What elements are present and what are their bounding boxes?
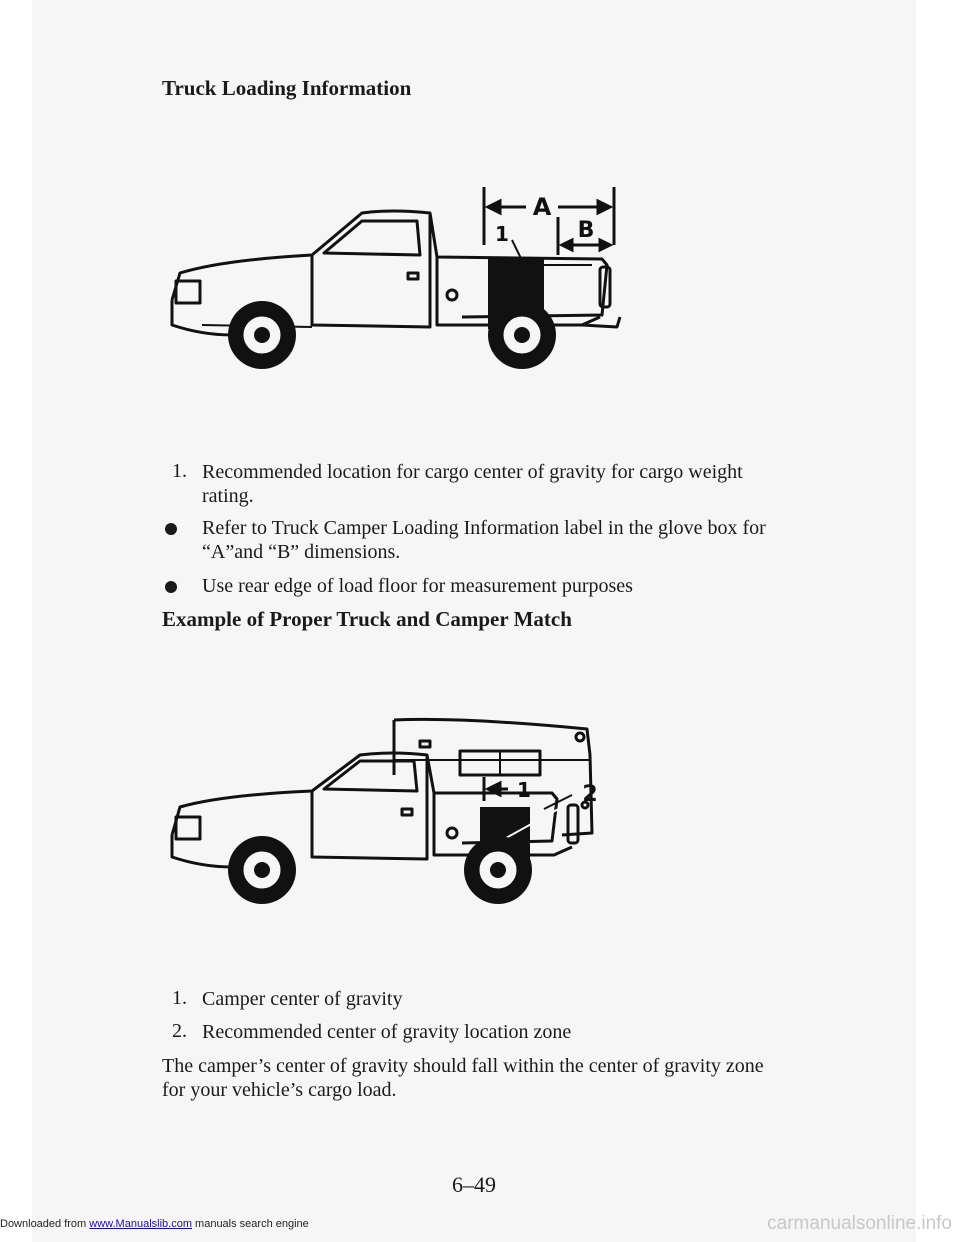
section-title-camper-match: Example of Proper Truck and Camper Match <box>162 607 572 631</box>
manual-page <box>32 0 916 1242</box>
truck-loading-figure <box>162 185 632 375</box>
paragraph-line: The camper’s center of gravity should fall within the center of gravity zone <box>162 1055 764 1077</box>
list-number: 1. <box>172 987 187 1009</box>
dimension-a-label: A <box>532 193 552 221</box>
callout-1-label: 1 <box>495 222 509 246</box>
list-number: 1. <box>172 460 187 482</box>
truck-camper-figure <box>162 715 632 910</box>
page-number: 6–49 <box>452 1172 496 1197</box>
list-number: 2. <box>172 1020 187 1042</box>
numbered-item-text: Camper center of gravity <box>202 988 403 1010</box>
footer-suffix: manuals search engine <box>191 1218 309 1230</box>
bullet-text: Use rear edge of load floor for measurement purposes <box>202 575 633 597</box>
callout-1-label: 1 <box>517 778 531 802</box>
paragraph-line-cont: for your vehicle’s cargo load. <box>162 1079 397 1101</box>
callout-2-label: 2 <box>582 782 598 807</box>
section-title-truck-loading: Truck Loading Information <box>162 76 412 100</box>
bullet-icon <box>165 581 177 593</box>
numbered-item-text: Recommended location for cargo center of gravity for cargo weight <box>202 461 743 483</box>
watermark-text: carmanualsonline.info <box>767 1213 952 1234</box>
download-footer <box>0 1218 309 1230</box>
bullet-text-cont: “A”and “B” dimensions. <box>202 541 401 563</box>
dimension-b-label: B <box>577 218 595 243</box>
bullet-text: Refer to Truck Camper Loading Information label in the glove box for <box>202 517 766 539</box>
numbered-item-text-cont: rating. <box>202 485 254 507</box>
manualslib-link[interactable]: www.Manualslib.com <box>89 1218 192 1230</box>
footer-prefix: Downloaded from <box>0 1218 90 1230</box>
bullet-icon <box>165 523 177 535</box>
numbered-item-text: Recommended center of gravity location zone <box>202 1021 572 1043</box>
